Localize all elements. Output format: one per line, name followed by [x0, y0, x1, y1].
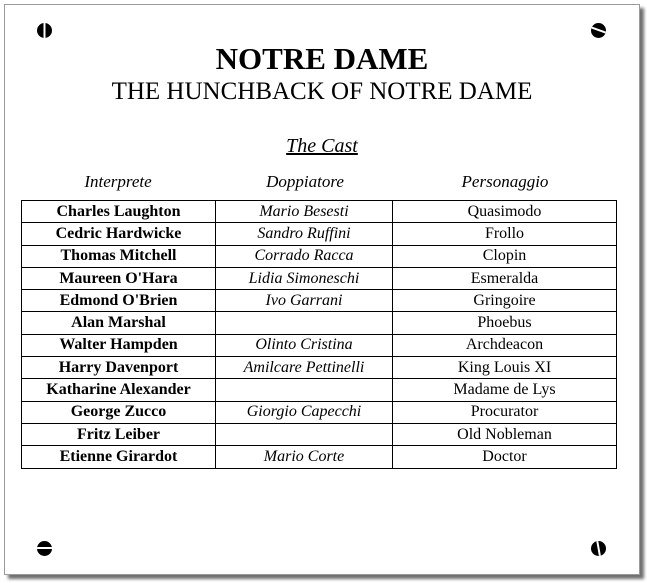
dubber-cell: Amilcare Pettinelli	[216, 357, 393, 379]
role-cell: Procurator	[393, 401, 617, 423]
plaque-title: NOTRE DAME	[215, 41, 429, 76]
plaque-subtitle: THE HUNCHBACK OF NOTRE DAME	[111, 78, 533, 105]
actor-cell: Maureen O'Hara	[22, 267, 216, 289]
role-cell: Archdeacon	[393, 334, 617, 356]
actor-cell: Fritz Leiber	[22, 423, 216, 445]
role-cell: King Louis XI	[393, 357, 617, 379]
table-row	[22, 290, 617, 312]
role-cell: Clopin	[393, 245, 617, 267]
role-cell: Old Nobleman	[393, 423, 617, 445]
table-row	[22, 423, 617, 445]
dubber-cell: Giorgio Capecchi	[216, 401, 393, 423]
dubber-cell: Lidia Simoneschi	[216, 267, 393, 289]
table-row	[22, 223, 617, 245]
actor-cell: Cedric Hardwicke	[22, 223, 216, 245]
actor-cell: Thomas Mitchell	[22, 245, 216, 267]
dubber-cell: Corrado Racca	[216, 245, 393, 267]
cast-plaque	[4, 4, 640, 575]
role-cell: Frollo	[393, 223, 617, 245]
table-row	[22, 379, 617, 401]
dubber-cell	[216, 312, 393, 334]
screw-icon	[37, 23, 52, 38]
table-row	[22, 401, 617, 423]
dubber-cell: Mario Besesti	[216, 201, 393, 223]
dubber-cell	[216, 423, 393, 445]
role-cell: Phoebus	[393, 312, 617, 334]
dubber-cell: Olinto Cristina	[216, 334, 393, 356]
role-cell: Doctor	[393, 446, 617, 468]
role-cell: Quasimodo	[393, 201, 617, 223]
screw-icon	[37, 541, 52, 556]
column-header-personaggio: Personaggio	[461, 172, 549, 191]
role-cell: Madame de Lys	[393, 379, 617, 401]
actor-cell: Katharine Alexander	[22, 379, 216, 401]
table-row	[22, 245, 617, 267]
actor-cell: Etienne Girardot	[22, 446, 216, 468]
cast-table	[21, 200, 617, 469]
actor-cell: Walter Hampden	[22, 334, 216, 356]
actor-cell: Charles Laughton	[22, 201, 216, 223]
column-headers	[21, 170, 615, 194]
table-row	[22, 446, 617, 468]
screw-icon	[591, 23, 606, 38]
actor-cell: George Zucco	[22, 401, 216, 423]
dubber-cell: Sandro Ruffini	[216, 223, 393, 245]
column-header-doppiatore: Doppiatore	[266, 172, 344, 191]
table-row	[22, 357, 617, 379]
dubber-cell: Ivo Garrani	[216, 290, 393, 312]
actor-cell: Alan Marshal	[22, 312, 216, 334]
table-row	[22, 334, 617, 356]
column-header-interprete: Interprete	[84, 172, 152, 191]
actor-cell: Edmond O'Brien	[22, 290, 216, 312]
role-cell: Esmeralda	[393, 267, 617, 289]
dubber-cell	[216, 379, 393, 401]
table-row	[22, 267, 617, 289]
dubber-cell: Mario Corte	[216, 446, 393, 468]
role-cell: Gringoire	[393, 290, 617, 312]
actor-cell: Harry Davenport	[22, 357, 216, 379]
cast-heading: The Cast	[286, 135, 358, 157]
table-row	[22, 201, 617, 223]
screw-icon	[591, 541, 606, 556]
table-row	[22, 312, 617, 334]
